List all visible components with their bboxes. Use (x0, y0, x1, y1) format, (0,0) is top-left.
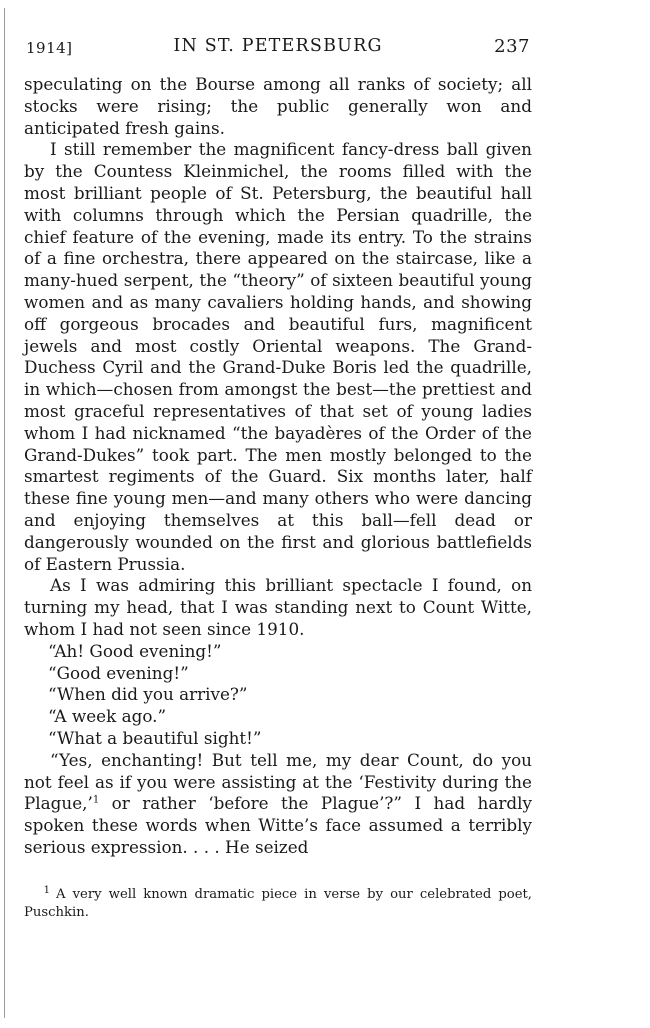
dialogue-line-2: “Good evening!” (48, 662, 189, 683)
footnote-reference[interactable]: 1 (92, 794, 100, 806)
footnote-text: A very well known dramatic piece in verse by our celebrated poet, Puschkin. (24, 887, 532, 920)
paragraph-4-part-1: “Yes, enchanting! But tell me, my dear Count, do you not feel as if you were assisting at the ‘Festivity during the Plague,’ (24, 749, 532, 814)
paragraph-3: As I was admiring this brilliant spectacle I found, on turning my head, that I was standing next to Count Witte, whom I had not seen since 1910. (24, 575, 532, 639)
dialogue-line-1: “Ah! Good evening!” (48, 640, 222, 661)
dialogue-line-5: “What a beautiful sight!” (48, 727, 262, 748)
page-binding-edge (4, 8, 5, 1018)
dialogue-line-4: “A week ago.” (48, 706, 167, 727)
dialogue-line-3: “When did you arrive?” (48, 684, 248, 705)
header-year: 1914] (26, 39, 73, 57)
page-number: 237 (494, 36, 530, 57)
paragraph-2: I still remember the magnificent fancy-dress ball given by the Countess Kleinmichel, the rooms filled with the most brilliant people of St. Petersburg, the beautiful hall with columns through which the Persian quadrille, the chief feature of the evening, made its entry. To the strains of a fine orchestra, there appeared on the staircase, like a many-hued serpent, the “theory” of sixteen beautiful young women and as many cavaliers holding hands, and showing off gorgeous brocades and beautiful furs, magnificent jewels and most costly Oriental weapons. The Grand-Duchess Cyril and the Grand-Duke Boris led the quadrille, in which—chosen from amongst the best—the prettiest and most graceful representatives of that set of young ladies whom I had nicknamed “the bayadères of the Order of the Grand-Dukes” took part. The men mostly belonged to the smartest regiments of the Guard. Six months later, half these fine young men—and many others who were dancing and enjoying themselves at this ball—fell dead or dangerously wounded on the first and glorious battlefields of Eastern Prussia. (24, 139, 532, 574)
footnote: $^1$ A very well known dramatic piece in verse by our celebrated poet, Puschkin. (24, 884, 532, 920)
paragraph-4-part-2: or rather ‘before the Plague’?” I had hardly spoken these words when Witte’s face assumed a terribly serious expression. . . . He seized (24, 793, 532, 857)
body-text (24, 74, 532, 859)
paragraph-1: speculating on the Bourse among all ranks of society; all stocks were rising; the public generally won and anticipated fresh gains. (24, 74, 532, 138)
paragraph-4 (24, 750, 532, 859)
header-title: IN ST. PETERSBURG (173, 36, 383, 56)
running-header (24, 36, 532, 58)
